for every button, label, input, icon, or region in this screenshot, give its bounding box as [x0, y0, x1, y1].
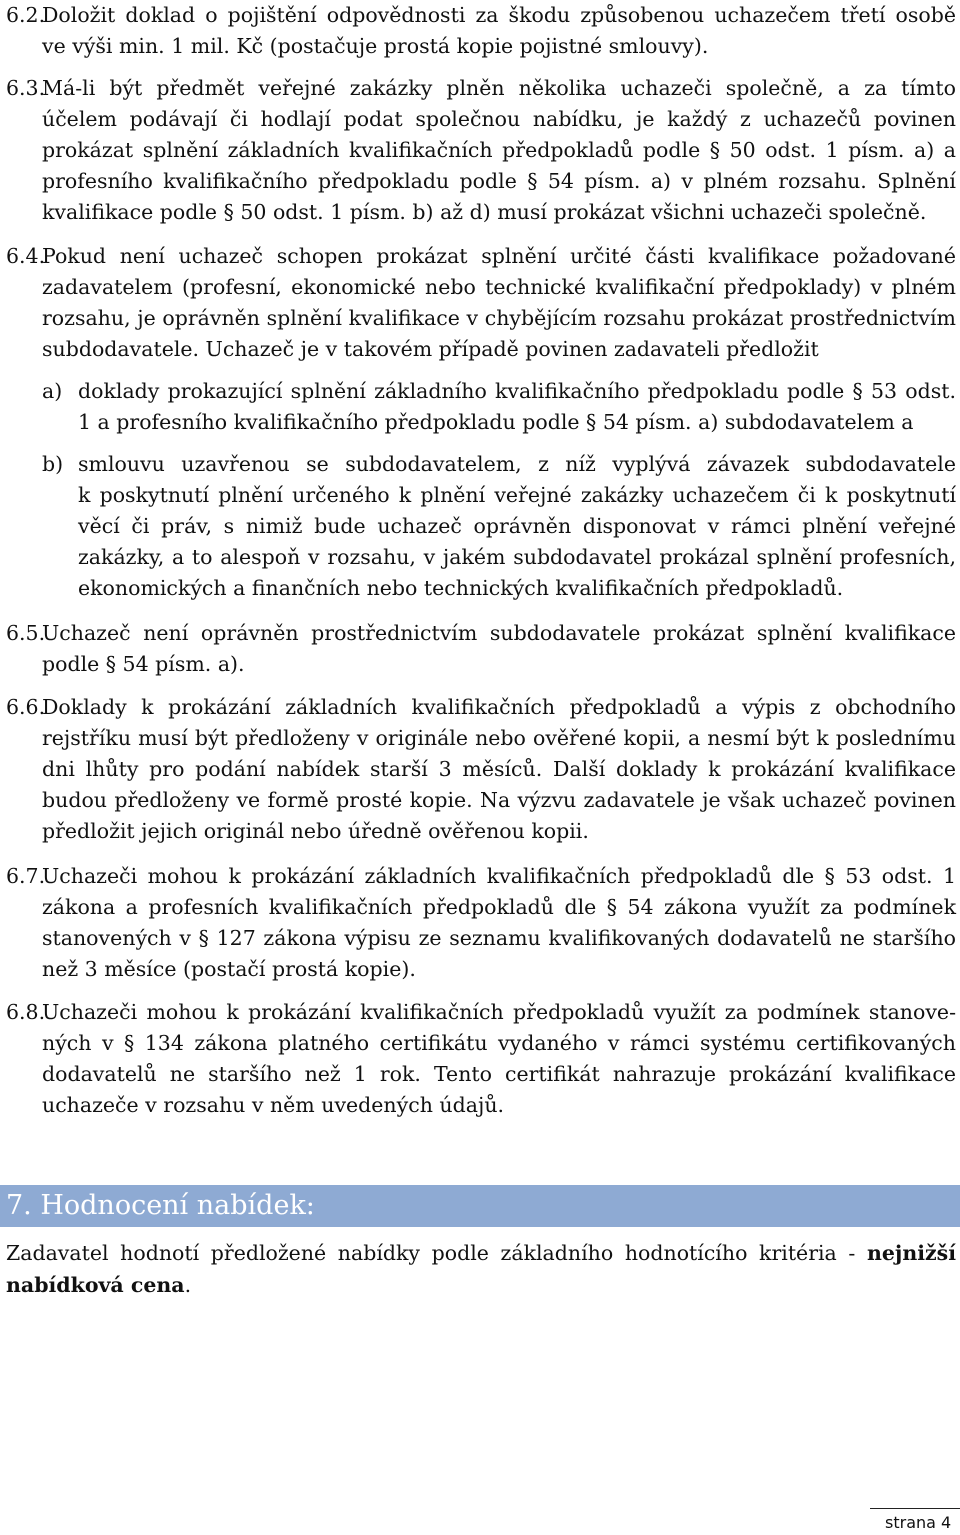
text-line: stanovených v § 127 zákona výpisu ze seznamu kvalifikovaných dodavatelů ne staršího [42, 926, 956, 950]
text-line: prokázat splnění základních kvalifikačních předpokladů podle § 50 odst. 1 písm. a) a [42, 138, 956, 162]
text-line: smlouvu uzavřenou se subdodavatelem, z níž vyplývá závazek subdodavatele [78, 452, 956, 476]
subitem-label: a) [42, 379, 63, 403]
text-line: ve výši min. 1 mil. Kč (postačuje prostá kopie pojistné smlouvy). [42, 34, 709, 58]
section-text-part: Zadavatel hodnotí předložené nabídky podle základního hodnotícího kritéria - [6, 1241, 856, 1265]
text-line: předložit jejich originál nebo úředně ověřenou kopii. [42, 819, 589, 843]
text-line: Uchazeči mohou k prokázání kvalifikačních předpokladů využít za podmínek stanove- [42, 1000, 956, 1024]
text-line: než 3 měsíce (postačí prostá kopie). [42, 957, 416, 981]
text-line: doklady prokazující splnění základního kvalifikačního předpokladu podle § 53 odst. [78, 379, 956, 403]
emphasis-text: nejnižší [866, 1241, 956, 1265]
footer-rule [870, 1508, 960, 1509]
text-line: podle § 54 písm. a). [42, 652, 245, 676]
text-line [6, 1269, 956, 1301]
text-line: Uchazeči mohou k prokázání základních kvalifikačních předpokladů dle § 53 odst. 1 [42, 864, 956, 888]
text-line: 1 a profesního kvalifikačního předpokladu podle § 54 písm. a) subdodavatelem a [78, 410, 914, 434]
item-number: 6.6. [6, 695, 46, 719]
text-line: subdodavatele. Uchazeč je v takovém případě povinen zadavateli předložit [42, 337, 819, 361]
text-line: kvalifikace podle § 50 odst. 1 písm. b) až d) musí prokázat všichni uchazeči společně. [42, 200, 927, 224]
text-line: Doklady k prokázání základních kvalifikačních předpokladů a výpis z obchodního [42, 695, 956, 719]
emphasis-text: nabídková cena [6, 1273, 185, 1297]
page-number: strana 4 [885, 1513, 952, 1532]
item-number: 6.2. [6, 3, 46, 27]
section-heading: 7. Hodnocení nabídek: [6, 1190, 315, 1221]
text-line: budou předloženy ve formě prosté kopie. Na výzvu zadavatele je však uchazeč povinen [42, 788, 956, 812]
text-line: dni lhůty pro podání nabídek starší 3 měsíců. Další doklady k prokázání kvalifikace [42, 757, 956, 781]
item-number: 6.3. [6, 76, 46, 100]
section-text-end: . [184, 1273, 192, 1297]
item-number: 6.4. [6, 244, 46, 268]
subitem-label: b) [42, 452, 64, 476]
text-line: rejstříku musí být předloženy v originále nebo ověřené kopii, a nesmí být k poslednímu [42, 726, 956, 750]
text-line: Uchazeč není oprávněn prostřednictvím subdodavatele prokázat splnění kvalifikace [42, 621, 956, 645]
text-line: věcí či práv, s nimiž bude uchazeč oprávněn disponovat v rámci plnění veřejné [78, 514, 956, 538]
text-line: Doložit doklad o pojištění odpovědnosti za škodu způsobenou uchazečem třetí osobě [42, 3, 956, 27]
text-line: zakázky, a to alespoň v rozsahu, v jakém subdodavatel prokázal splnění profesních, [78, 545, 956, 569]
text-line: uchazeče v rozsahu v něm uvedených údajů. [42, 1093, 505, 1117]
text-line: ných v § 134 zákona platného certifikátu vydaného v rámci systému certifikovaných [42, 1031, 956, 1055]
text-line: účelem podávají či hodlají podat společnou nabídku, je každý z uchazečů povinen [42, 107, 956, 131]
item-number: 6.8. [6, 1000, 46, 1024]
text-line: Má-li být předmět veřejné zakázky plněn několika uchazeči společně, a za tímto [42, 76, 956, 100]
text-line [6, 1237, 956, 1269]
item-number: 6.7. [6, 864, 46, 888]
text-line: zadavatelem (profesní, ekonomické nebo technické kvalifikační předpoklady) v plném [42, 275, 956, 299]
text-line: ekonomických a finančních nebo technických kvalifikačních předpokladů. [78, 576, 844, 600]
text-line: zákona a profesních kvalifikačních předpokladů dle § 54 zákona využít za podmínek [42, 895, 956, 919]
text-line: Pokud není uchazeč schopen prokázat splnění určité části kvalifikace požadované [42, 244, 956, 268]
item-number: 6.5. [6, 621, 46, 645]
text-line: dodavatelů ne staršího než 1 rok. Tento certifikát nahrazuje prokázání kvalifikace [42, 1062, 956, 1086]
text-line: profesního kvalifikačního předpokladu podle § 54 písm. a) v plném rozsahu. Splnění [42, 169, 956, 193]
text-line: rozsahu, je oprávněn splnění kvalifikace v chybějícím rozsahu prokázat prostřednictvím [42, 306, 956, 330]
section-paragraph [6, 1237, 956, 1301]
text-line: k poskytnutí plnění určeného k plnění veřejné zakázky uchazečem či k poskytnutí [78, 483, 956, 507]
